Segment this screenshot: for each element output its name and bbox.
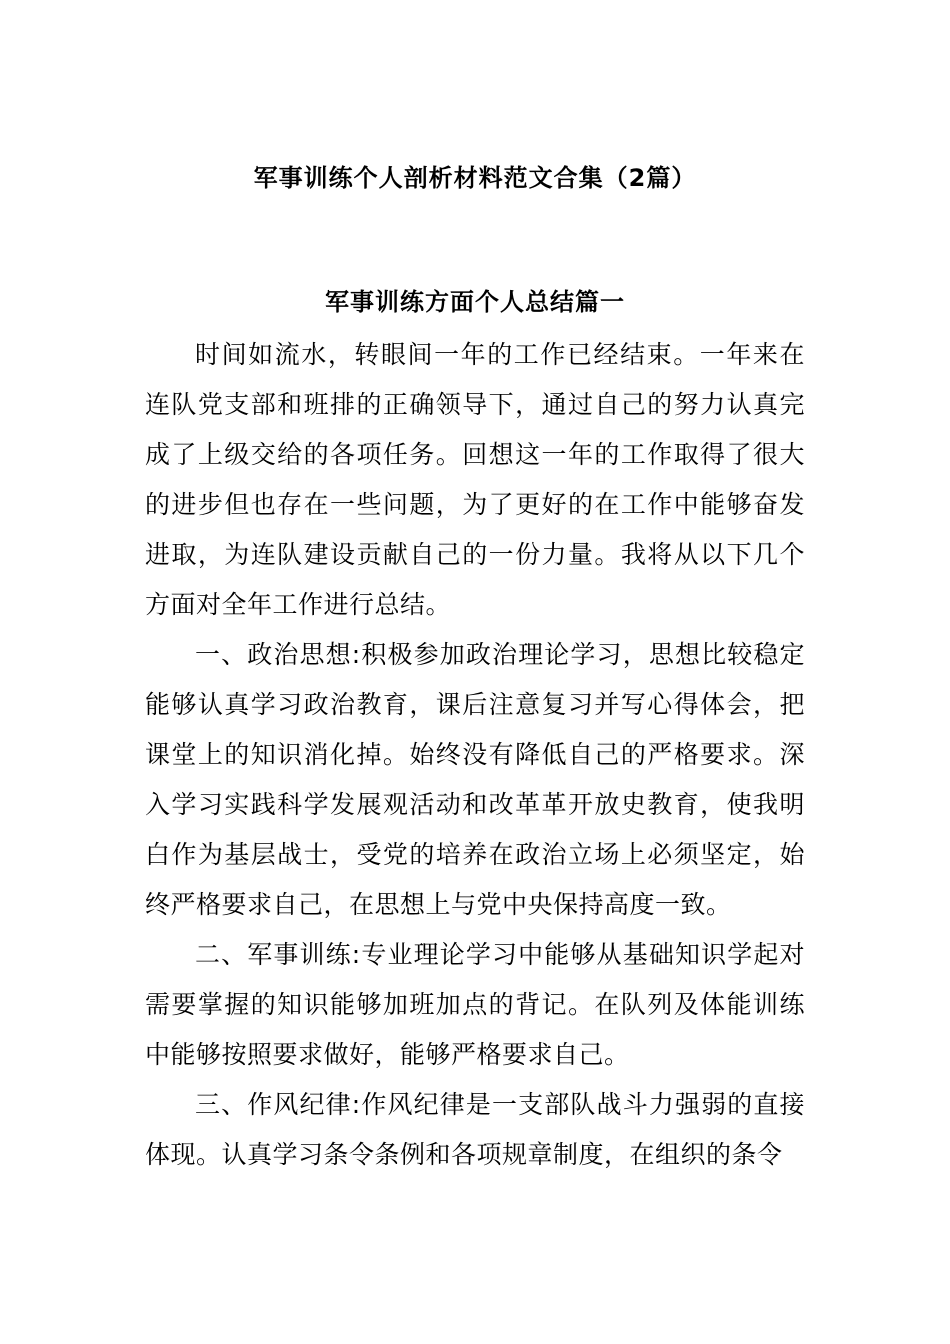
paragraph-intro: 时间如流水，转眼间一年的工作已经结束。一年来在连队党支部和班排的正确领导下，通过自己的努力认真完成了上级交给的各项任务。回想这一年的工作取得了很大的进步但也存在一些问题，为了更好的在工作中能够奋发进取，为连队建设贡献自己的一份力量。我将从以下几个方面对全年工作进行总结。 [145, 340, 805, 619]
section-title: 军事训练方面个人总结篇一 [325, 288, 625, 316]
paragraph-discipline: 三、作风纪律:作风纪律是一支部队战斗力强弱的直接体现。认真学习条令条例和各项规章制度，在组织的条令 [145, 1090, 805, 1169]
document-body [145, 330, 805, 1180]
paragraph-political: 一、政治思想:积极参加政治理论学习，思想比较稳定能够认真学习政治教育，课后注意复习并写心得体会，把课堂上的知识消化掉。始终没有降低自己的严格要求。深入学习实践科学发展观活动和改革革开放史教育，使我明白作为基层战士，受党的培养在政治立场上必须坚定，始终严格要求自己，在思想上与党中央保持高度一致。 [145, 640, 805, 919]
paragraph-military-training: 二、军事训练:专业理论学习中能够从基础知识学起对需要掌握的知识能够加班加点的背记。在队列及体能训练中能够按照要求做好，能够严格要求自己。 [145, 940, 805, 1069]
document-title: 军事训练个人剖析材料范文合集（2篇） [253, 164, 697, 192]
